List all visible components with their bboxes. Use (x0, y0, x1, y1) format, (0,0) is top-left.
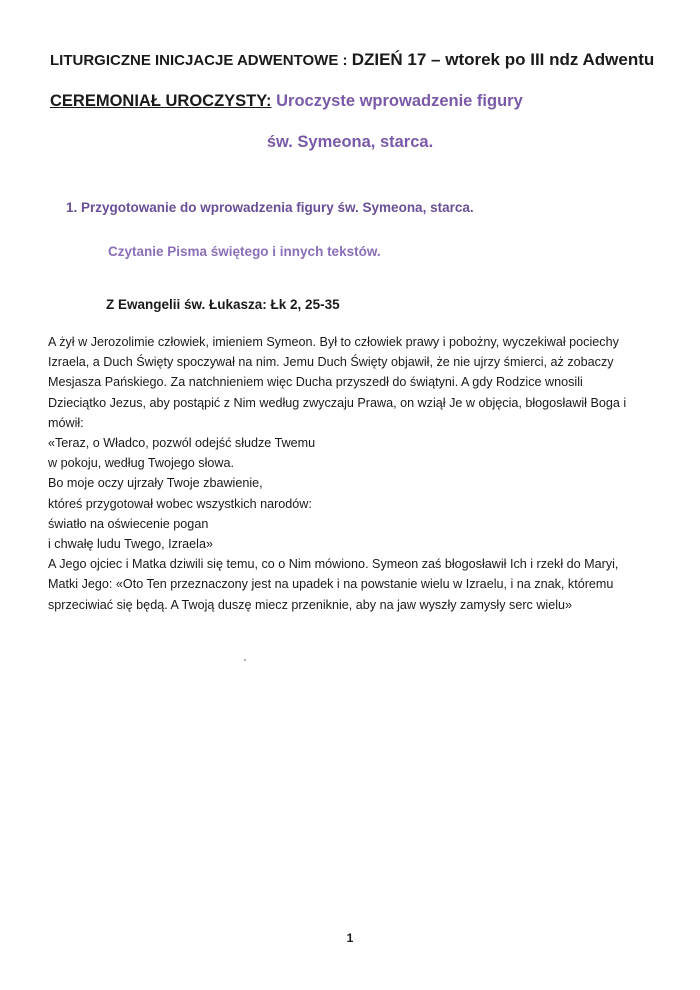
text-line: Matki Jego: «Oto Ten przeznaczony jest na upadek i na powstanie wielu w Izraelu, i na znak, któremu (48, 577, 614, 592)
header-day: DZIEŃ 17 – wtorek po III ndz Adwentu (351, 50, 655, 69)
text-line: któreś przygotował wobec wszystkich narodów: (48, 496, 312, 511)
gospel-reference: Z Ewangelii św. Łukasza: Łk 2, 25-35 (106, 297, 340, 312)
ceremonial-label: CEREMONIAŁ UROCZYSTY: (50, 92, 272, 110)
text-line: światło na oświecenie pogan (48, 516, 209, 531)
gospel-text (48, 332, 688, 615)
text-line: w pokoju, według Twojego słowa. (48, 456, 234, 471)
ceremonial-title-line2: św. Symeona, starca. (266, 133, 434, 151)
text-line: A żył w Jerozolimie człowiek, imieniem Symeon. Był to człowiek prawy i pobożny, wyczekiwał pociechy (48, 335, 619, 349)
text-line: Bo moje oczy ujrzały Twoje zbawienie, (48, 476, 263, 491)
section-heading: 1. Przygotowanie do wprowadzenia figury św. Symeona, starca. (66, 200, 474, 215)
text-line: i chwałę ludu Twego, Izraela» (48, 537, 213, 552)
text-line: A Jego ojciec i Matka dziwili się temu, co o Nim mówiono. Symeon zaś błogosławił Ich i rzekł do Maryi, (48, 557, 619, 572)
text-line: sprzeciwiać się będą. A Twoją duszę miecz przeniknie, aby na jaw wyszły zamysły serc wielu» (48, 597, 573, 612)
section-subheading: Czytanie Pisma świętego i innych tekstów. (108, 244, 381, 259)
scan-speck (244, 659, 246, 661)
page-number: 1 (346, 931, 354, 945)
text-line: «Teraz, o Władco, pozwól odejść słudze Twemu (48, 436, 316, 451)
text-line: Dzieciątko Jezus, aby postąpić z Nim według zwyczaju Prawa, on wziął Je w objęcia, błogosławił Boga i (48, 395, 627, 410)
text-line: mówił: (48, 415, 84, 430)
document-header (50, 50, 654, 70)
header-prefix: LITURGICZNE INICJACJE ADWENTOWE : (50, 52, 348, 69)
ceremonial-title-line1: Uroczyste wprowadzenie figury (276, 92, 523, 110)
text-line: Izraela, a Duch Święty spoczywał na nim. Jemu Duch Święty objawił, że nie ujrzy śmierci, aż zobaczy (48, 355, 614, 370)
text-line: Mesjasza Pańskiego. Za natchnieniem więc Ducha przyszedł do świątyni. A gdy Rodzice wnosili (48, 375, 583, 390)
ceremonial-heading (50, 92, 523, 111)
